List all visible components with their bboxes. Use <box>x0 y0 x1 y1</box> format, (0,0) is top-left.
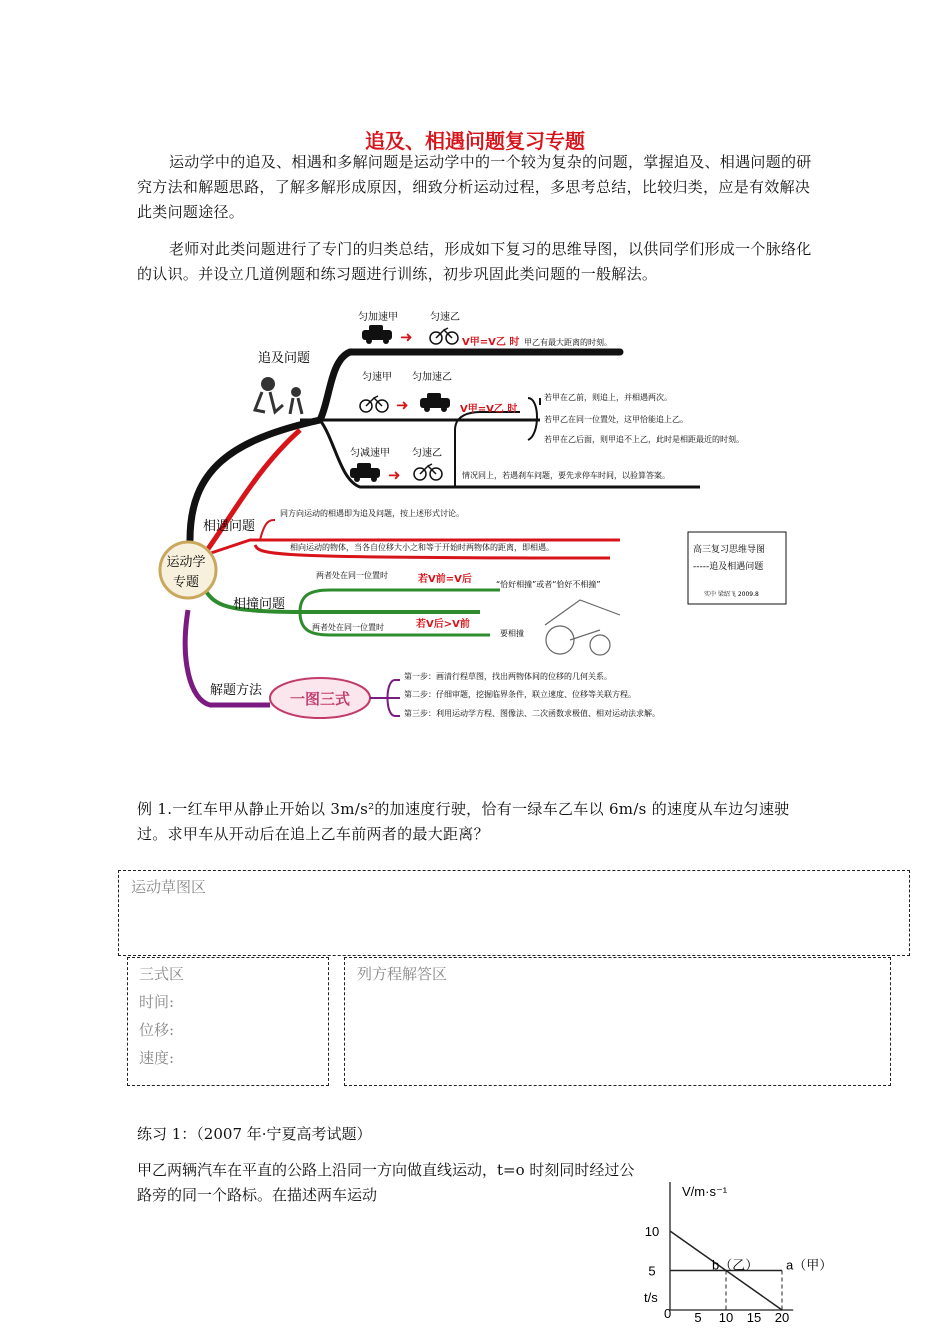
row1-a-label: 匀加速甲 <box>358 312 398 323</box>
car-icon <box>362 325 392 344</box>
xiangzhuang-label: 相撞问题 <box>233 597 286 612</box>
three-formula-area[interactable] <box>127 957 329 1086</box>
series-label-a: a（甲） <box>786 1257 833 1273</box>
row1-condition: V甲=V乙 时 <box>462 337 520 348</box>
xiangyu-note-2: 相向运动的物体，当各自位移大小之和等于开始时两物体的距离，即相遇。 <box>290 543 554 552</box>
arrow-icon: ➜ <box>400 328 413 346</box>
row2-note-2: 若甲乙在同一位置处，这甲恰能追上乙。 <box>544 415 688 424</box>
series-label-b: b（乙） <box>712 1257 759 1273</box>
row3-a-label: 匀减速甲 <box>350 448 390 459</box>
car-icon <box>350 463 380 482</box>
arrow-icon: ➜ <box>388 466 401 484</box>
xiangzhuang-pos-2: 两者处在同一位置时 <box>312 623 384 632</box>
crash-illustration <box>545 600 620 655</box>
intro-paragraph-1: 运动学中的追及、相遇和多解问题是运动学中的一个较为复杂的问题，掌握追及、相遇问题的研究方法和解题思路，了解多解形成原因，细致分析运动过程，多思考总结，比较归类，应是有效解决此类问题途径。 <box>137 153 812 221</box>
row3-b-label: 匀速乙 <box>412 448 442 459</box>
fangfa-label: 解题方法 <box>210 683 263 698</box>
y-tick-label: 5 <box>648 1263 656 1279</box>
row1-b-label: 匀速乙 <box>430 312 460 323</box>
solution-area[interactable] <box>344 957 891 1086</box>
displacement-label: 位移: <box>139 1021 175 1039</box>
xiangzhuang-pos-1: 两者处在同一位置时 <box>316 571 388 580</box>
bicycle-icon <box>360 396 388 412</box>
method-step-2: 第二步：仔细审题，挖掘临界条件，联立速度、位移等关联方程。 <box>404 690 636 699</box>
bicycle-icon <box>414 464 442 480</box>
row2-condition: V甲=V乙 时 <box>460 404 518 415</box>
runners-illustration <box>255 377 302 414</box>
method-center-label: 一图三式 <box>289 690 351 708</box>
row2-note-3: 若甲在乙后面，则甲追不上乙，此时是相距最近的时刻。 <box>544 435 744 444</box>
sketch-area-label: 运动草图区 <box>131 878 207 896</box>
xiangzhuang-res-2: 要相撞 <box>500 629 524 638</box>
practice-1-heading: 练习 1：（2007 年·宁夏高考试题） <box>137 1125 372 1143</box>
velocity-label: 速度: <box>139 1049 175 1067</box>
time-label: 时间: <box>139 993 175 1011</box>
xiangzhuang-cond-1: 若V前=V后 <box>418 574 472 585</box>
intro-paragraph-2: 老师对此类问题进行了专门的归类总结，形成如下复习的思维导图，以供同学们形成一个脉络化的认识。并设立几道例题和练习题进行训练，初步巩固此类问题的一般解法。 <box>137 240 812 283</box>
x-axis-label: t/s <box>644 1290 658 1305</box>
x-tick-label: 10 <box>718 1310 734 1325</box>
row2-note-1: 若甲在乙前，则追上，并相遇两次。 <box>544 393 672 402</box>
method-step-1: 第一步：画清行程草图，找出两物体间的位移的几何关系。 <box>404 672 612 681</box>
info-box-line-3: 实中 梁绍飞 2009.8 <box>704 591 759 598</box>
x-tick-label: 5 <box>694 1310 702 1325</box>
zhuiji-label: 追及问题 <box>258 351 311 366</box>
x-tick-label: 15 <box>746 1310 762 1325</box>
example-1-text: 例 1.一红车甲从静止开始以 3m/s²的加速度行驶，恰有一绿车乙车以 6m/s 的速度从车边匀速驶过。求甲车从开动后在追上乙车前两者的最大距离？ <box>137 800 790 843</box>
solution-area-label: 列方程解答区 <box>357 965 448 983</box>
info-box-line-2: -----追及相遇问题 <box>693 562 764 572</box>
three-formula-label: 三式区 <box>139 965 185 983</box>
row1-note: 甲乙有最大距离的时刻。 <box>524 338 612 347</box>
mind-map <box>0 295 950 735</box>
car-icon <box>420 393 450 412</box>
page-title: 追及、相遇问题复习专题 <box>365 129 585 153</box>
xiangyu-label: 相遇问题 <box>203 519 256 534</box>
vt-chart <box>640 1170 840 1344</box>
x-tick-label: 20 <box>774 1310 790 1325</box>
bicycle-icon <box>430 328 458 344</box>
center-label-1: 运动学 <box>166 555 206 570</box>
xiangzhuang-cond-2: 若V后>V前 <box>416 619 470 630</box>
info-box-line-1: 高三复习思维导图 <box>693 545 766 555</box>
arrow-icon: ➜ <box>396 396 409 414</box>
y-axis-label: V/m·s⁻¹ <box>682 1184 728 1199</box>
center-label-2: 专题 <box>172 575 200 590</box>
row2-a-label: 匀速甲 <box>362 372 392 383</box>
row2-b-label: 匀加速乙 <box>412 372 452 383</box>
y-tick-label: 10 <box>644 1224 660 1239</box>
origin-label: 0 <box>664 1306 672 1321</box>
method-step-3: 第三步：利用运动学方程、图像法、二次函数求极值、相对运动法求解。 <box>404 709 660 718</box>
xiangzhuang-res-1: “恰好相撞”或者“恰好不相撞” <box>496 580 601 589</box>
sketch-area[interactable] <box>118 870 910 956</box>
row3-note: 情况同上，若遇刹车问题，要先求停车时间，以验算答案。 <box>462 471 670 480</box>
practice-1-text: 甲乙两辆汽车在平直的公路上沿同一方向做直线运动，t=o 时刻同时经过公路旁的同一个路标。在描述两车运动 <box>137 1161 635 1204</box>
xiangyu-note-1: 同方向运动的相遇即为追及问题，按上述形式讨论。 <box>280 509 464 518</box>
